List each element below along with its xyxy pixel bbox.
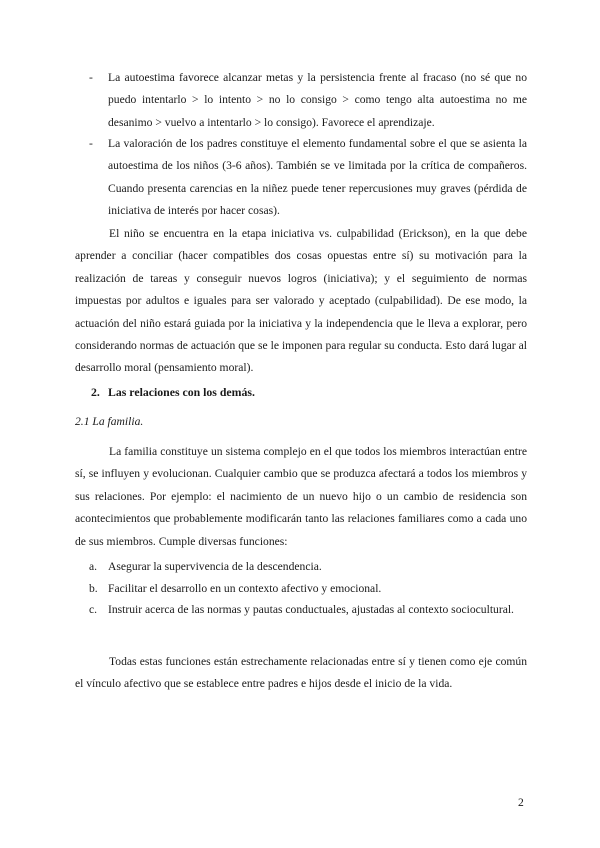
paragraph-familia: La familia constituye un sistema complejo en el que todos los miembros interactúan entre sí, se influyen y evolucionan. Cualquier cambio que se produzca afectará a todos los miembros y sus relaciones. Por ejemplo: el nacimiento de un nuevo hijo o un cambio de residencia son acontecimientos que probablemente modificarán tanto las relaciones familiares como a cada uno de sus miembros. Cumple diversas funciones: bbox=[75, 445, 527, 548]
section-title: Las relaciones con los demás. bbox=[108, 385, 255, 399]
section-number: 2. bbox=[91, 385, 100, 399]
function-text: Facilitar el desarrollo en un contexto afectivo y emocional. bbox=[108, 582, 382, 595]
function-marker: c. bbox=[89, 603, 98, 616]
function-text: Asegurar la supervivencia de la descendencia. bbox=[108, 560, 322, 573]
bullet-item bbox=[75, 67, 527, 134]
bullet-text: La autoestima favorece alcanzar metas y la persistencia frente al fracaso (no sé que no puedo intentarlo > lo intento > no lo consigo > como tengo alta autoestima no me desanimo > vuelvo a intentarlo > lo consigo). Favorece el aprendizaje. bbox=[108, 71, 527, 129]
paragraph-erikson: El niño se encuentra en la etapa iniciativa vs. culpabilidad (Erickson), en la que debe aprender a conciliar (hacer compatibles dos cosas opuestas entre sí) su motivación para la realización de tareas y conseguir nuevos logros (iniciativa); y el seguimiento de normas impuestas por adultos e iguales para ser valorado y aceptado (culpabilidad). De ese modo, la actuación del niño estará guiada por la iniciativa y la independencia que le lleva a explorar, pero considerando normas de actuación que se le imponen para regular su conducta. Esto dará lugar al desarrollo moral (pensamiento moral). bbox=[75, 227, 527, 375]
page-number: 2 bbox=[518, 796, 524, 809]
function-item bbox=[75, 556, 527, 578]
function-marker: b. bbox=[89, 582, 98, 595]
function-item bbox=[75, 578, 527, 600]
bullet-item bbox=[75, 133, 527, 223]
function-marker: a. bbox=[89, 560, 98, 573]
paragraph-final: Todas estas funciones están estrechamente relacionadas entre sí y tienen como eje común el vínculo afectivo que se establece entre padres e hijos desde el inicio de la vida. bbox=[75, 655, 527, 691]
function-text: Instruir acerca de las normas y pautas conductuales, ajustadas al contexto sociocultural. bbox=[108, 603, 514, 616]
bullet-marker: - bbox=[89, 137, 93, 150]
section-heading bbox=[91, 381, 255, 403]
function-item bbox=[75, 599, 527, 621]
bullet-text: La valoración de los padres constituye el elemento fundamental sobre el que se asienta la autoestima de los niños (3-6 años). También se ve limitada por la crítica de compañeros. Cuando presenta carencias en la niñez puede tener repercusiones muy graves (pérdida de iniciativa de interés por hacer cosas). bbox=[108, 137, 527, 218]
bullet-marker: - bbox=[89, 71, 93, 84]
subsection-heading: 2.1 La familia. bbox=[75, 415, 144, 428]
